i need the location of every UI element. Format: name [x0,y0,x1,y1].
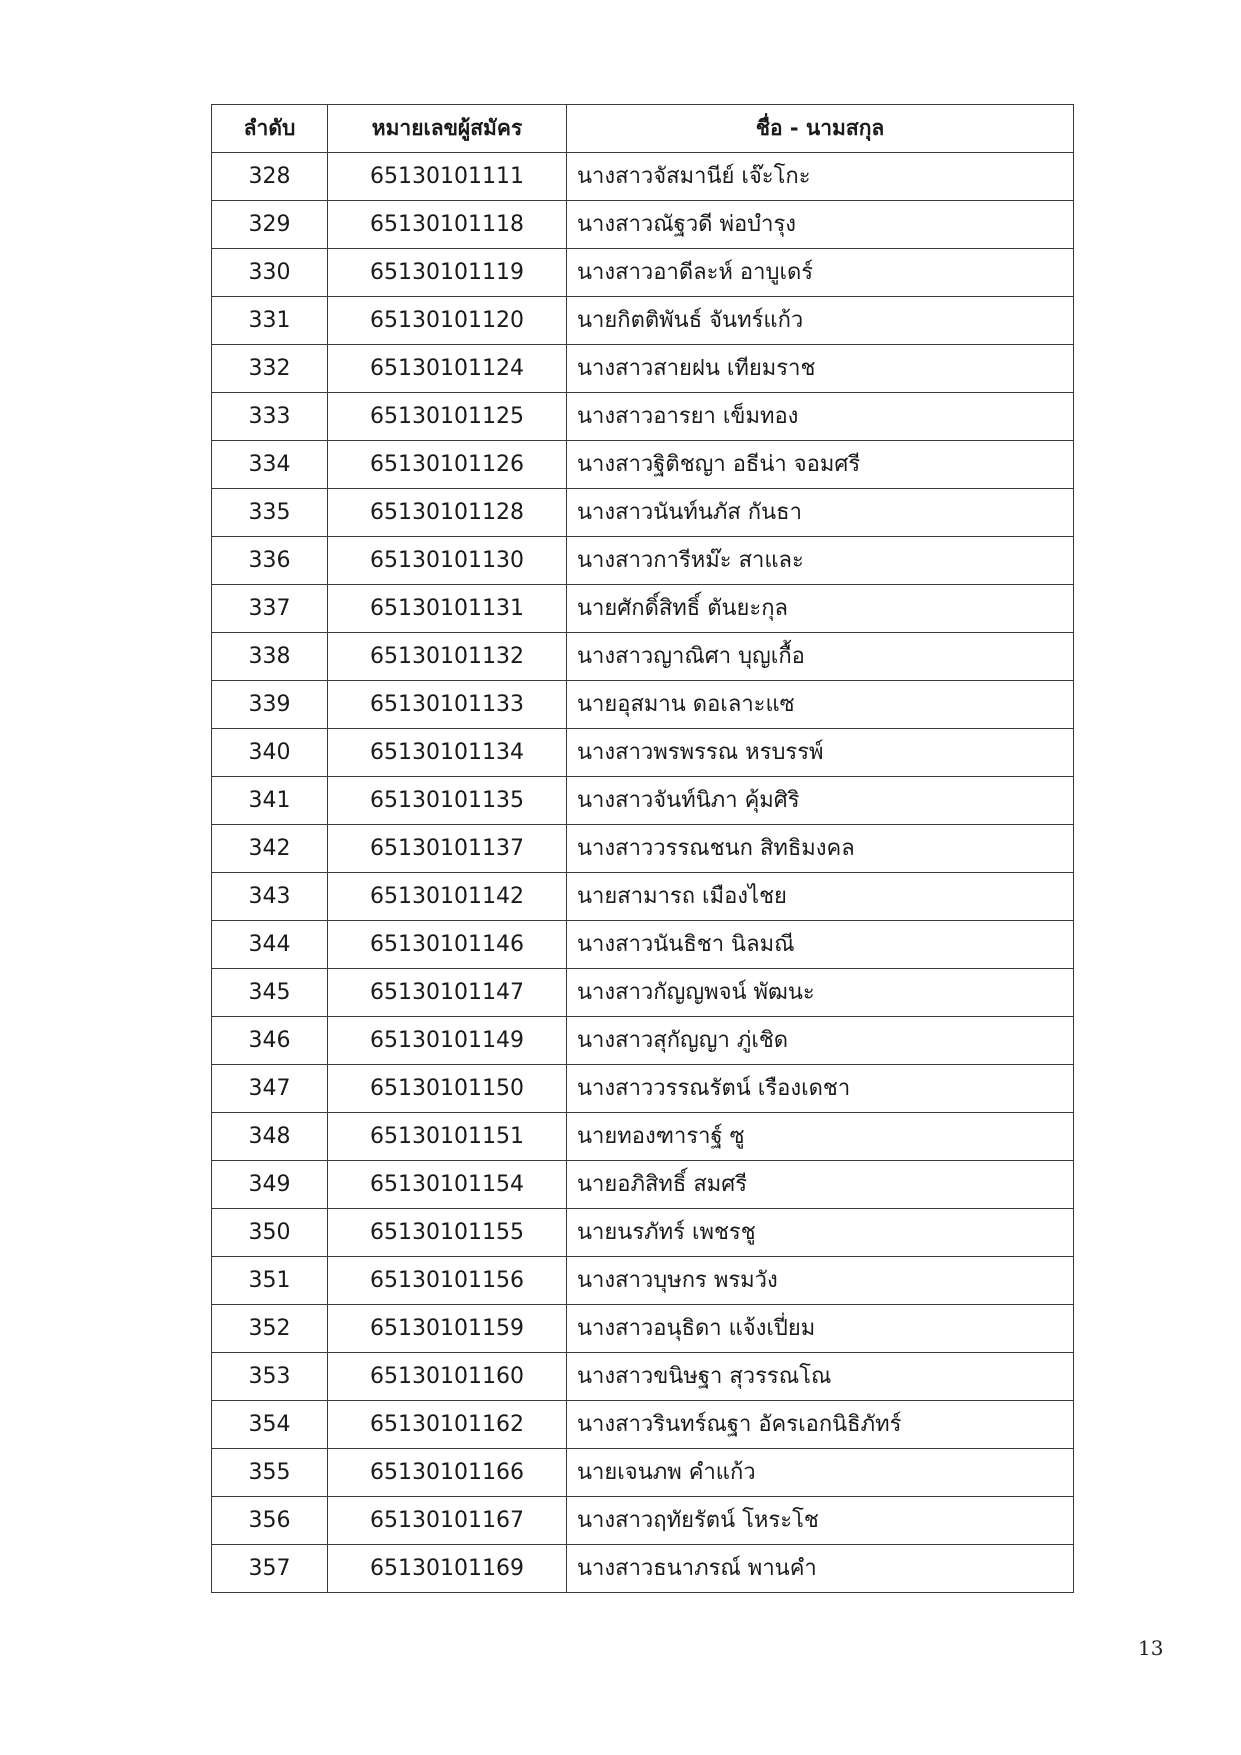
row-order: 349 [212,1161,328,1209]
row-order: 337 [212,585,328,633]
row-full-name: นางสาวณัฐวดี พ่อบำรุง [567,201,1074,249]
header-applicant-id: หมายเลขผู้สมัคร [328,105,567,153]
row-applicant-id: 65130101124 [328,345,567,393]
table-row [212,489,1074,537]
table-row [212,1305,1074,1353]
row-applicant-id: 65130101151 [328,1113,567,1161]
row-applicant-id: 65130101118 [328,201,567,249]
row-applicant-id: 65130101162 [328,1401,567,1449]
row-order: 354 [212,1401,328,1449]
table-row [212,969,1074,1017]
row-order: 351 [212,1257,328,1305]
row-order: 346 [212,1017,328,1065]
row-applicant-id: 65130101167 [328,1497,567,1545]
row-full-name: นายเจนภพ คำแก้ว [567,1449,1074,1497]
row-applicant-id: 65130101156 [328,1257,567,1305]
row-order: 333 [212,393,328,441]
table-row [212,537,1074,585]
row-order: 336 [212,537,328,585]
table-row [212,825,1074,873]
row-order: 328 [212,153,328,201]
table-row [212,393,1074,441]
row-order: 356 [212,1497,328,1545]
table-row [212,1401,1074,1449]
row-applicant-id: 65130101134 [328,729,567,777]
row-applicant-id: 65130101155 [328,1209,567,1257]
row-full-name: นางสาวรินทร์ณฐา อัครเอกนิธิภัทร์ [567,1401,1074,1449]
table-row [212,1257,1074,1305]
table-row [212,1065,1074,1113]
row-applicant-id: 65130101135 [328,777,567,825]
table-row [212,249,1074,297]
row-full-name: นายอุสมาน ดอเลาะแซ [567,681,1074,729]
row-applicant-id: 65130101132 [328,633,567,681]
row-full-name: นางสาวอารยา เข็มทอง [567,393,1074,441]
table-row [212,729,1074,777]
row-full-name: นางสาวพรพรรณ หรบรรพ์ [567,729,1074,777]
table-row [212,1353,1074,1401]
row-full-name: นางสาวกัญญพจน์ พัฒนะ [567,969,1074,1017]
row-applicant-id: 65130101128 [328,489,567,537]
row-order: 331 [212,297,328,345]
row-applicant-id: 65130101131 [328,585,567,633]
row-applicant-id: 65130101120 [328,297,567,345]
table-row [212,1545,1074,1593]
row-full-name: นางสาวสุกัญญา ภู่เชิด [567,1017,1074,1065]
row-applicant-id: 65130101169 [328,1545,567,1593]
row-applicant-id: 65130101125 [328,393,567,441]
row-order: 347 [212,1065,328,1113]
row-applicant-id: 65130101147 [328,969,567,1017]
row-full-name: นางสาวขนิษฐา สุวรรณโณ [567,1353,1074,1401]
table-row [212,921,1074,969]
row-full-name: นายนรภัทร์ เพชรชู [567,1209,1074,1257]
row-order: 338 [212,633,328,681]
row-full-name: นางสาวนันธิชา นิลมณี [567,921,1074,969]
row-full-name: นางสาวนันท์นภัส กันธา [567,489,1074,537]
row-full-name: นางสาววรรณชนก สิทธิมงคล [567,825,1074,873]
row-applicant-id: 65130101154 [328,1161,567,1209]
row-order: 350 [212,1209,328,1257]
table-row [212,441,1074,489]
row-full-name: นางสาวอาดีละห์ อาบูเดร์ [567,249,1074,297]
row-full-name: นายกิตติพันธ์ จันทร์แก้ว [567,297,1074,345]
table-row [212,297,1074,345]
table-row [212,633,1074,681]
row-full-name: นางสาวสายฝน เทียมราช [567,345,1074,393]
row-applicant-id: 65130101126 [328,441,567,489]
row-order: 339 [212,681,328,729]
row-applicant-id: 65130101149 [328,1017,567,1065]
row-order: 345 [212,969,328,1017]
row-order: 352 [212,1305,328,1353]
row-full-name: นางสาววรรณรัตน์ เรืองเดชา [567,1065,1074,1113]
row-full-name: นางสาวอนุธิดา แจ้งเปี่ยม [567,1305,1074,1353]
applicant-table [211,104,1074,1593]
page-number: 13 [1138,1636,1164,1660]
row-applicant-id: 65130101160 [328,1353,567,1401]
row-order: 355 [212,1449,328,1497]
row-order: 357 [212,1545,328,1593]
table-row [212,201,1074,249]
row-order: 329 [212,201,328,249]
row-applicant-id: 65130101146 [328,921,567,969]
row-order: 335 [212,489,328,537]
row-full-name: นางสาวจัสมานีย์ เจ๊ะโกะ [567,153,1074,201]
row-applicant-id: 65130101137 [328,825,567,873]
row-full-name: นางสาวจันท์นิภา คุ้มศิริ [567,777,1074,825]
row-full-name: นางสาวฤทัยรัตน์ โหระโช [567,1497,1074,1545]
table-row [212,1113,1074,1161]
table-row [212,1497,1074,1545]
table-row [212,1209,1074,1257]
table-row [212,1161,1074,1209]
table-row [212,1449,1074,1497]
table-row [212,1017,1074,1065]
row-order: 332 [212,345,328,393]
row-full-name: นายอภิสิทธิ์ สมศรี [567,1161,1074,1209]
row-order: 342 [212,825,328,873]
row-full-name: นายสามารถ เมืองไชย [567,873,1074,921]
row-order: 340 [212,729,328,777]
row-order: 334 [212,441,328,489]
row-order: 344 [212,921,328,969]
row-applicant-id: 65130101142 [328,873,567,921]
row-applicant-id: 65130101119 [328,249,567,297]
row-order: 341 [212,777,328,825]
row-applicant-id: 65130101133 [328,681,567,729]
header-order: ลำดับ [212,105,328,153]
row-applicant-id: 65130101111 [328,153,567,201]
row-applicant-id: 65130101166 [328,1449,567,1497]
row-full-name: นางสาวธนาภรณ์ พานคำ [567,1545,1074,1593]
row-full-name: นางสาวบุษกร พรมวัง [567,1257,1074,1305]
row-full-name: นางสาวการีหม๊ะ สาและ [567,537,1074,585]
table-body [212,153,1074,1593]
row-applicant-id: 65130101159 [328,1305,567,1353]
row-order: 353 [212,1353,328,1401]
row-applicant-id: 65130101150 [328,1065,567,1113]
row-full-name: นายศักดิ์สิทธิ์ ตันยะกุล [567,585,1074,633]
row-full-name: นางสาวฐิติชญา อธีน่า จอมศรี [567,441,1074,489]
row-full-name: นายทองฑาราฐ์ ซู [567,1113,1074,1161]
row-order: 343 [212,873,328,921]
table-row [212,681,1074,729]
table-row [212,585,1074,633]
row-order: 330 [212,249,328,297]
row-applicant-id: 65130101130 [328,537,567,585]
row-full-name: นางสาวญาณิศา บุญเกื้อ [567,633,1074,681]
row-order: 348 [212,1113,328,1161]
header-full-name: ชื่อ - นามสกุล [567,105,1074,153]
table-row [212,873,1074,921]
table-row [212,345,1074,393]
table-row [212,777,1074,825]
table-header-row [212,105,1074,153]
table-row [212,153,1074,201]
